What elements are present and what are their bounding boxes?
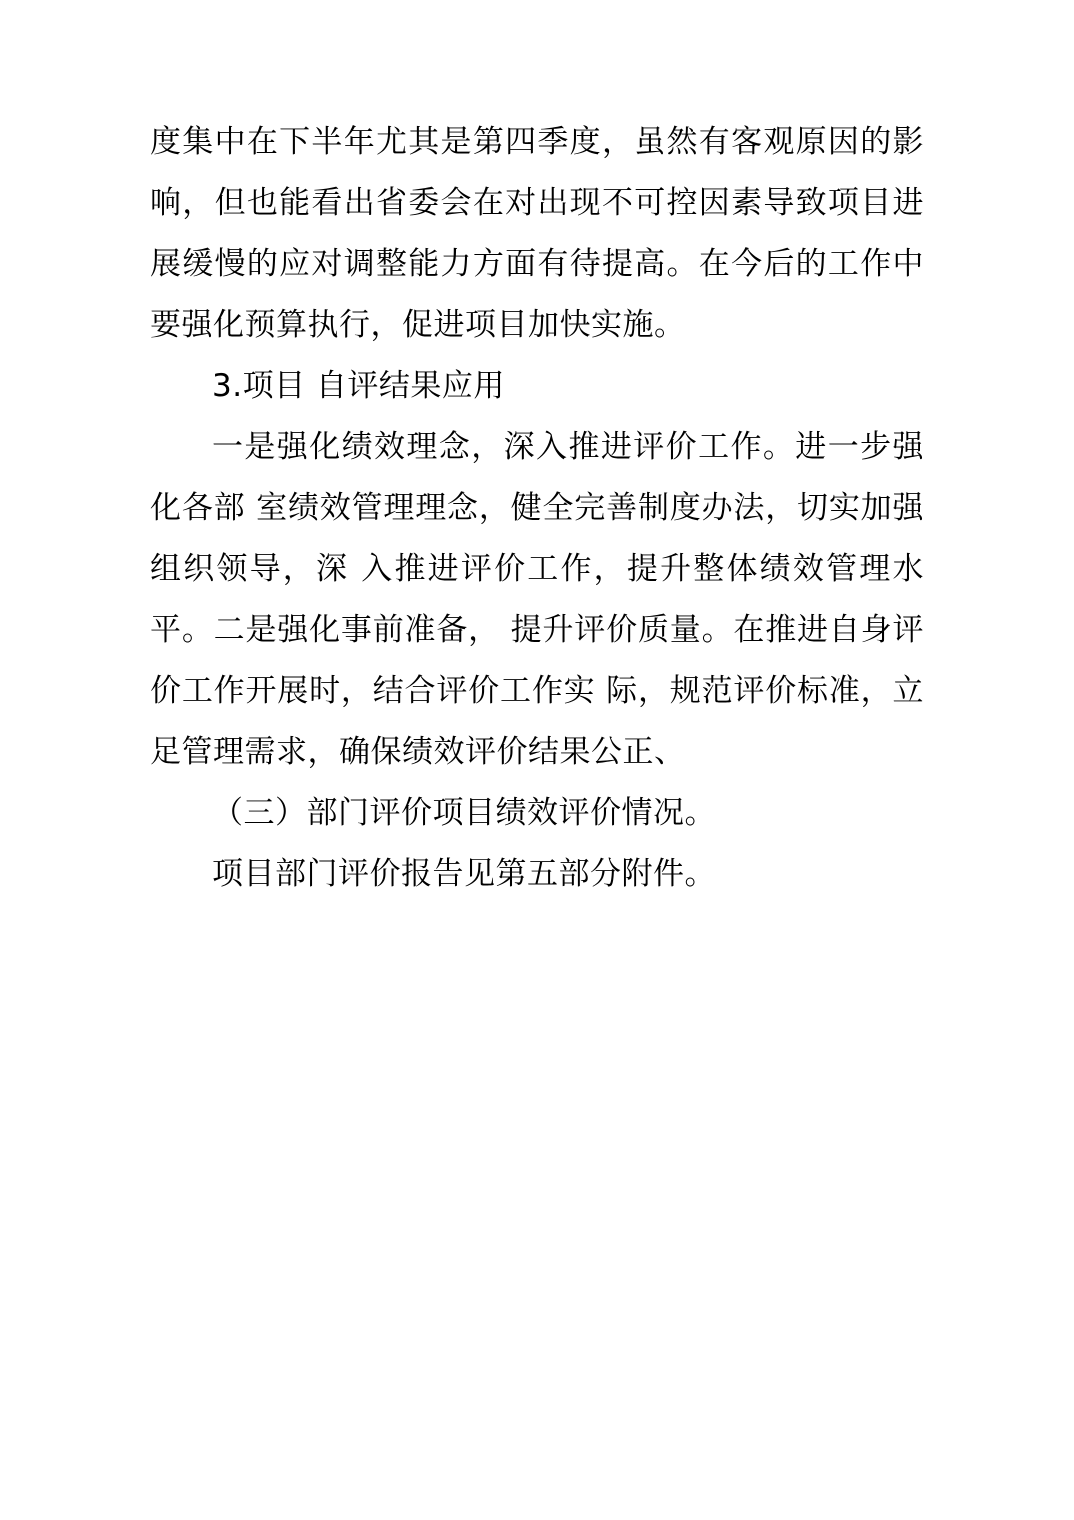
heading-department-evaluation-situation: （三）部门评价项目绩效评价情况。: [212, 795, 716, 831]
document-body: [150, 112, 924, 905]
paragraph-budget-execution: 度集中在下半年尤其是第四季度，虽然有客观原因的影响，但也能看出省委会在对出现不可控因素导致项目进展缓慢的应对调整能力方面有待提高。在今后的工作中要强化预算执行，促进项目加快实施。: [150, 124, 924, 343]
paragraph-performance-concept: 一是强化绩效理念，深入推进评价工作。进一步强化各部 室绩效管理理念，健全完善制度办法，切实加强组织领导，深 入推进评价工作，提升整体绩效管理水平。二是强化事前准备， 提升评价质量。在推进自身评价工作开展时，结合评价工作实 际，规范评价标准，立足管理需求，确保绩效评价结果公正、: [150, 429, 924, 770]
heading-self-evaluation-result-application: 3.项目 自评结果应用: [212, 368, 505, 404]
paragraph-report-appendix: 项目部门评价报告见第五部分附件。: [212, 856, 716, 892]
